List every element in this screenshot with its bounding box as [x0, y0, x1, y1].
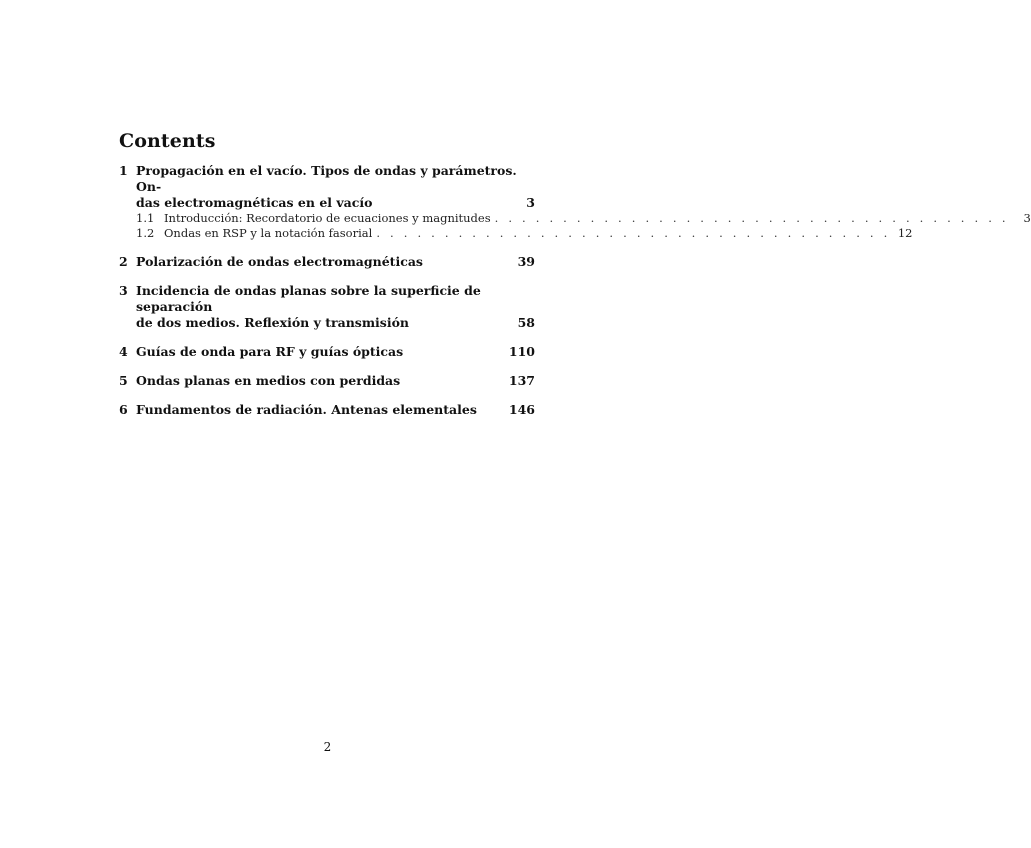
section-number: 6 [119, 402, 128, 417]
section-number: 1 [119, 163, 128, 178]
footer-page-number: 2 [323, 740, 332, 754]
section-number: 3 [119, 283, 128, 298]
toc-section-4[interactable] [119, 344, 535, 360]
toc-section-2[interactable] [119, 254, 535, 270]
subsection-number: 1.1 [136, 211, 155, 225]
section-page-number: 39 [517, 254, 535, 269]
section-title: Fundamentos de radiación. Antenas elementales [136, 402, 477, 417]
section-page-number: 146 [508, 402, 535, 417]
page-title: Contents [119, 130, 216, 152]
section-title-line1: Propagación en el vacío. Tipos de ondas y parámetros. On- [136, 163, 517, 194]
subsection-title: Ondas en RSP y la notación fasorial [164, 226, 373, 240]
toc-subsection-1-1[interactable] [119, 211, 1031, 226]
subsection-title: Introducción: Recordatorio de ecuaciones y magnitudes [164, 211, 491, 225]
section-title: Guías de onda para RF y guías ópticas [136, 344, 404, 359]
dot-leader: . . . . . . . . . . . . . . . . . . . . . . . . . . . . . . . . . . . . . . [494, 211, 1009, 225]
dot-leader: . . . . . . . . . . . . . . . . . . . . . . . . . . . . . . . . . . . . . . [376, 226, 891, 240]
section-number: 2 [119, 254, 128, 269]
section-page-number: 58 [517, 315, 535, 330]
subsection-number: 1.2 [136, 226, 155, 240]
section-title: Ondas planas en medios con perdidas [136, 373, 401, 388]
subsection-page-number: 3 [1023, 211, 1031, 225]
toc-subsection-1-2[interactable] [119, 226, 913, 241]
toc-section-3[interactable] [119, 283, 535, 331]
toc-section-6[interactable] [119, 402, 535, 418]
section-title-line2: de dos medios. Reflexión y transmisión [136, 315, 410, 330]
section-title-line1: Incidencia de ondas planas sobre la superficie de separación [136, 283, 481, 314]
section-page-number: 110 [508, 344, 535, 359]
subsection-page-number: 12 [897, 226, 913, 240]
section-page-number: 3 [526, 195, 535, 210]
section-number: 4 [119, 344, 128, 359]
section-number: 5 [119, 373, 128, 388]
section-title: Polarización de ondas electromagnéticas [136, 254, 423, 269]
toc-section-1[interactable] [119, 163, 535, 211]
section-page-number: 137 [508, 373, 535, 388]
table-of-contents [119, 163, 1031, 418]
toc-section-5[interactable] [119, 373, 535, 389]
section-title-line2: das electromagnéticas en el vacío [136, 195, 373, 210]
